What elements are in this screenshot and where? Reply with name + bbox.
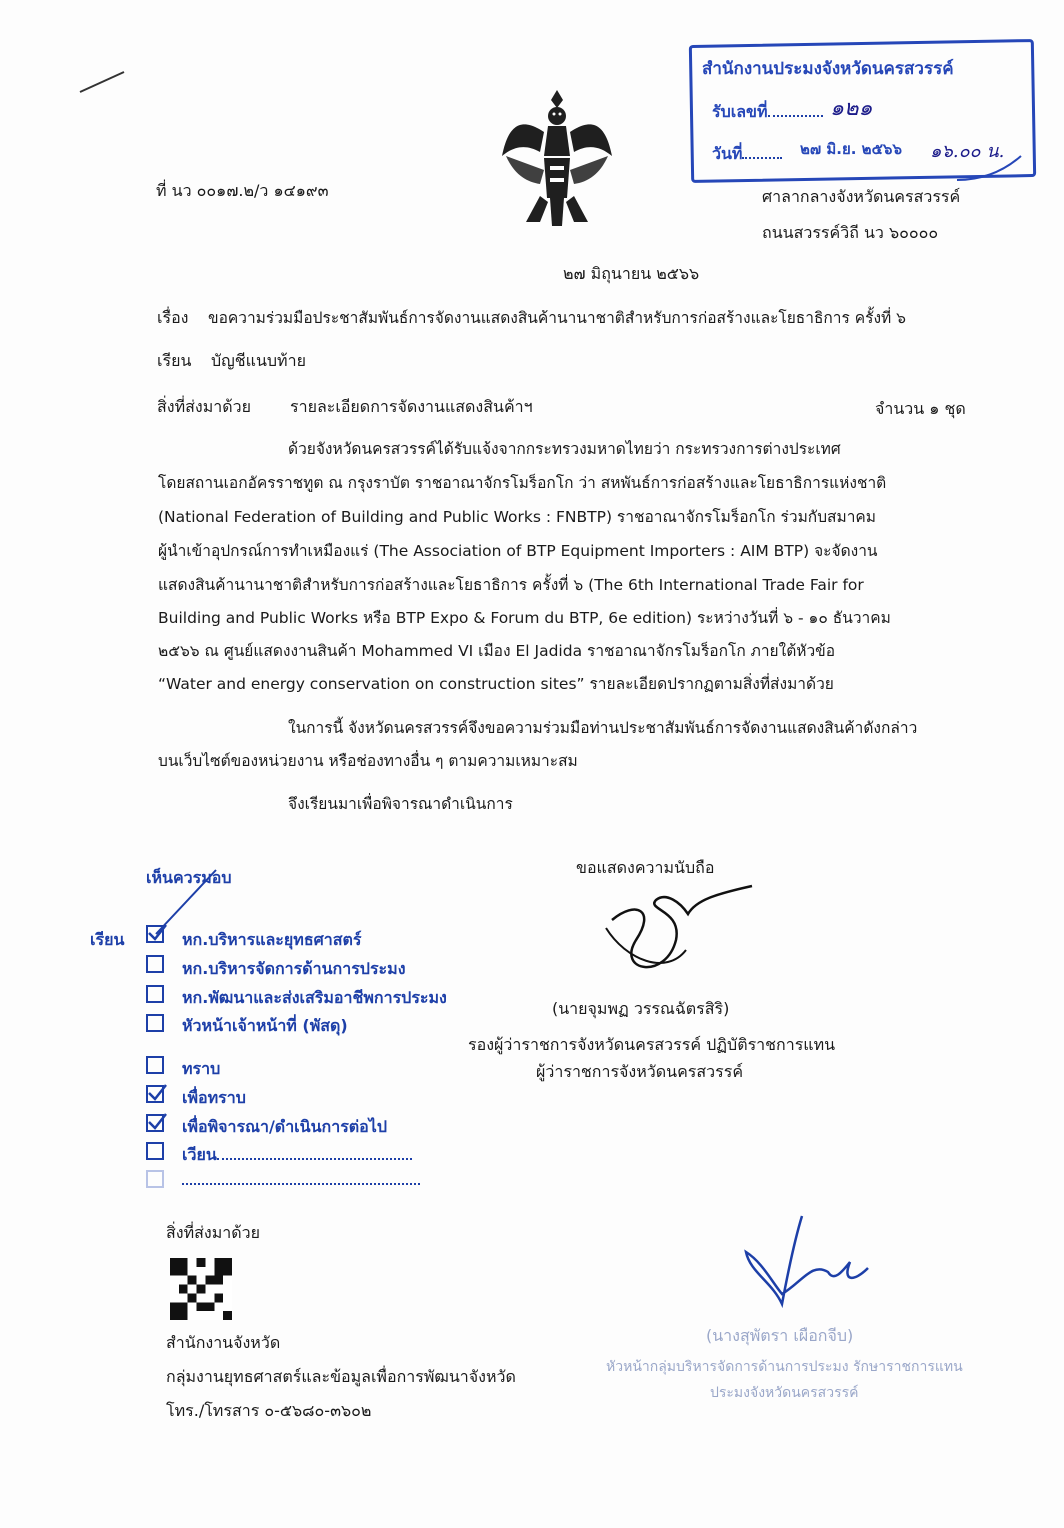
recipient-label: หก.บริหารจัดการด้านการประมง [182,959,406,978]
action-checkbox[interactable] [146,1170,164,1188]
body-line: ผู้นำเข้าอุปกรณ์การทำเหมืองแร่ (The Association of BTP Equipment Importers : AIM BTP) จะจัดงาน [158,542,878,560]
recipient-checkbox[interactable] [146,985,164,1003]
signer-title-1: รองผู้ว่าราชการจังหวัดนครสวรรค์ ปฏิบัติราชการแทน [468,1035,836,1054]
check-mark-icon [146,1111,168,1133]
stamp-date-value: ๒๗ มิ.ย. ๒๕๖๖ [800,140,902,158]
footer-group: กลุ่มงานยุทธศาสตร์และข้อมูลเพื่อการพัฒนาจังหวัด [166,1367,516,1386]
action-label: เพื่อทราบ [182,1088,246,1107]
enclosure-label: สิ่งที่ส่งมาด้วย [157,397,251,416]
body-line: Building and Public Works หรือ BTP Expo & Forum du BTP, 6e edition) ระหว่างวันที่ ๖ - ๑๐ ธันวาคม [158,609,891,627]
footer-office: สำนักงานจังหวัด [166,1333,281,1352]
stamp-arrow [955,150,1025,190]
body-line: “Water and energy conservation on construction sites” รายละเอียดปรากฏตามสิ่งที่ส่งมาด้วย [158,675,834,693]
issuer-address: ถนนสวรรค์วิถี นว ๖๐๐๐๐ [762,223,939,242]
body-line: ด้วยจังหวัดนครสวรรค์ได้รับแจ้งจากกระทรวงมหาดไทยว่า กระทรวงการต่างประเทศ [288,440,841,458]
check-mark-icon [146,922,168,944]
check-mark-icon [146,1082,168,1104]
subject-text: ขอความร่วมมือประชาสัมพันธ์การจัดงานแสดงสินค้านานาชาติสำหรับการก่อสร้างและโยธาธิการ ครั้งที่ ๖ [208,309,907,327]
stamp-date-label: วันที่ [712,142,782,167]
stamp-time-value: ๑๖.๐๐ น. [930,141,1005,162]
signer-title-2: ผู้ว่าราชการจังหวัดนครสวรรค์ [536,1062,744,1081]
body-line: โดยสถานเอกอัครราชทูต ณ กรุงราบัต ราชอาณาจักรโมร็อกโก ว่า สหพันธ์การก่อสร้างและโยธาธิการแห่งชาติ [158,474,887,492]
enclosure-count: จำนวน ๑ ชุด [875,399,966,418]
footer-enclosure-label: สิ่งที่ส่งมาด้วย [166,1223,260,1242]
second-signer-title-1: หัวหน้ากลุ่มบริหารจัดการด้านการประมง รักษาราชการแทน [606,1359,963,1375]
signature-main [596,880,766,990]
action-checkbox[interactable] [146,1056,164,1074]
body-line: ๒๕๖๖ ณ ศูนย์แสดงงานสินค้า Mohammed VI เมือง El Jadida ราชอาณาจักรโมร็อกโก ภายใต้หัวข้อ [158,642,836,660]
second-signer-title-2: ประมงจังหวัดนครสวรรค์ [710,1385,859,1401]
action-label: เพื่อพิจารณา/ดำเนินการต่อไป [182,1117,387,1136]
body-line: แสดงสินค้านานาชาติสำหรับการก่อสร้างและโยธาธิการ ครั้งที่ ๖ (The 6th International Trade Fair for [158,576,864,594]
signer-name: (นายจุมพฏ วรรณฉัตรสิริ) [552,999,730,1018]
action-checkbox[interactable] [146,1142,164,1160]
recipient-checkbox[interactable] [146,955,164,973]
garuda-emblem-icon [500,86,615,236]
doc-date: ๒๗ มิถุนายน ๒๕๖๖ [563,264,700,283]
to-label: เรียน [157,351,192,370]
body-line: (National Federation of Building and Public Works : FNBTP) ราชอาณาจักรโมร็อกโก ร่วมกับสมาคม [158,508,876,526]
stamp-office: สำนักงานประมงจังหวัดนครสวรรค์ [702,59,954,79]
stamp-received-label: รับเลขที่ [712,100,823,125]
body-line: บนเว็บไซต์ของหน่วยงาน หรือช่องทางอื่น ๆ ตามความเหมาะสม [158,752,578,770]
pen-stroke [78,66,128,96]
minute-to-label: เรียน [90,930,125,949]
action-label: เวียน [182,1143,412,1168]
recipient-label: หก.พัฒนาและส่งเสริมอาชีพการประมง [182,988,447,1007]
recipient-label: หัวหน้าเจ้าหน้าที่ (พัสดุ) [182,1016,348,1035]
doc-number: ที่ นว ๐๐๑๗.๒/ว ๑๔๑๙๓ [156,181,329,200]
to-text: บัญชีแนบท้าย [211,351,306,370]
qr-code-icon [166,1258,236,1320]
action-label [182,1170,420,1189]
action-label: ทราบ [182,1059,221,1078]
footer-phone: โทร./โทรสาร ๐-๕๖๘๐-๓๖๐๒ [166,1401,372,1420]
subject-label: เรื่อง [157,308,189,327]
recipient-label: หก.บริหารและยุทธศาสตร์ [182,930,362,949]
second-signer-name: (นางสุพัตรา เผือกจีบ) [706,1326,854,1345]
recipient-checkbox[interactable] [146,1014,164,1032]
body-line: ในการนี้ จังหวัดนครสวรรค์จึงขอความร่วมมือท่านประชาสัมพันธ์การจัดงานแสดงสินค้าดังกล่าว [288,719,918,737]
issuer: ศาลากลางจังหวัดนครสวรรค์ [762,187,961,206]
minute-heading: เห็นควรมอบ [146,868,232,887]
signature-second [742,1212,872,1312]
stamp-received-number: ๑๒๑ [830,96,873,121]
enclosure-text: รายละเอียดการจัดงานแสดงสินค้าฯ [290,397,533,416]
body-closing-line: จึงเรียนมาเพื่อพิจารณาดำเนินการ [288,795,513,813]
closing-regards: ขอแสดงความนับถือ [576,858,715,877]
